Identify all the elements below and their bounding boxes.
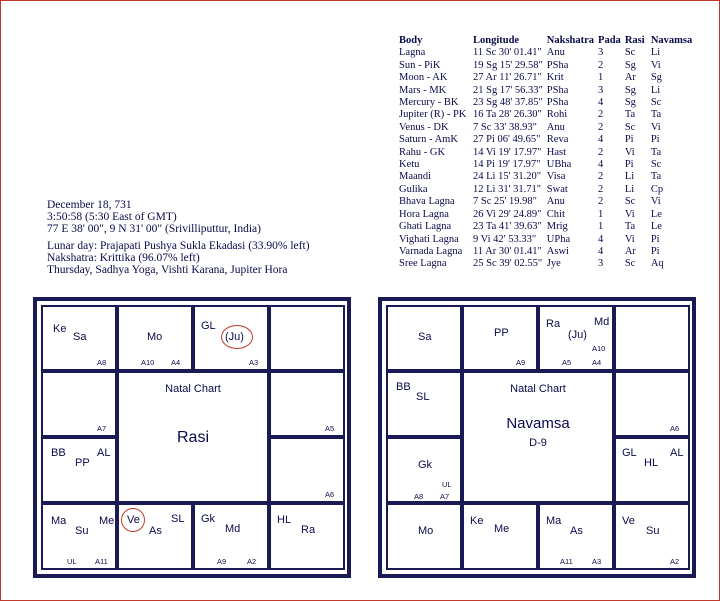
cell-body: Mercury - BK [399,97,459,109]
rasi-house-taurus [193,305,269,371]
cell-rasi: Pi [624,134,634,146]
col-nakshatra: Nakshatra [546,35,595,46]
col-body: Body [399,35,423,46]
navamsa-house-sagittarius [386,503,462,570]
cell-nakshatra: PSha [546,97,569,109]
cell-longitude: 24 Li 15' 31.20" [473,171,542,183]
cell-navamsa: Sc [650,97,662,109]
navamsa-arudha: A2 [670,557,680,566]
cell-nakshatra: Aswi [546,245,569,257]
navamsa-house-aquarius [386,371,462,437]
cell-longitude: 21 Sg 17' 56.33" [473,84,543,96]
cell-nakshatra: UPha [546,233,571,245]
navamsa-chart [378,297,696,578]
navamsa-house-leo [614,437,690,503]
cell-pada: 1 [598,208,604,220]
rasi-arudha-lagna: AL [97,447,111,459]
navamsa-center [462,371,614,503]
rasi-ascendant: As [149,525,162,537]
cell-rasi: Sc [624,121,636,133]
cell-navamsa: Le [650,208,662,220]
table-row [399,72,696,84]
navamsa-jupiter-retro: (Ju) [568,329,587,341]
rasi-moon: Mo [147,331,163,343]
cell-nakshatra: PSha [546,59,569,71]
cell-longitude: 14 Vi 19' 17.97" [473,146,542,158]
navamsa-upapada: UL [442,480,452,489]
cell-longitude: 7 Sc 25' 19.98" [473,196,537,208]
cell-pada: 2 [598,183,604,195]
navamsa-house-taurus [538,305,614,371]
cell-rasi: Vi [624,233,635,245]
cell-longitude: 9 Vi 42' 53.33" [473,233,537,245]
navamsa-arudha: A6 [670,424,680,433]
birth-date: December 18, 731 [47,199,132,211]
navamsa-moon: Mo [418,525,434,537]
navamsa-arudha: A5 [562,358,572,367]
cell-rasi: Ar [624,245,636,257]
cell-body: Mars - MK [399,84,447,96]
navamsa-arudha: A10 [592,344,606,353]
rasi-house-capricorn [41,437,117,503]
rasi-rahu: Ra [301,524,316,536]
navamsa-ghati-lagna: GL [622,447,637,459]
cell-body: Maandi [399,171,432,183]
cell-navamsa: Ta [650,109,662,121]
cell-pada: 1 [598,72,604,84]
navamsa-venus: Ve [622,515,635,527]
navamsa-maandi: Md [594,316,610,328]
navamsa-bhava-lagna: BB [396,381,411,393]
cell-rasi: Sg [624,59,636,71]
rasi-house-aquarius [41,371,117,437]
cell-body: Hora Lagna [399,208,449,220]
navamsa-arudha: A8 [414,492,424,501]
cell-nakshatra: Krit [546,72,564,84]
table-row [399,209,696,221]
rasi-arudha: A2 [247,557,257,566]
cell-body: Lagna [399,47,426,59]
cell-pada: 4 [598,233,604,245]
cell-navamsa: Pi [650,245,660,257]
cell-rasi: Ar [624,72,636,84]
cell-longitude: 12 Li 31' 31.71" [473,183,542,195]
navamsa-arudha-lagna: AL [670,447,684,459]
cell-navamsa: Vi [650,59,661,71]
cell-pada: 2 [598,146,604,158]
navamsa-ketu: Ke [470,515,484,527]
cell-body: Rahu - GK [399,146,446,158]
navamsa-house-virgo [614,503,690,570]
navamsa-hora-lagna: HL [644,457,659,469]
navamsa-saturn: Sa [418,331,432,343]
nakshatra-info: Nakshatra: Krittika (96.07% left) [47,252,200,264]
cell-pada: 4 [598,159,604,171]
navamsa-sun: Su [646,525,660,537]
rasi-maandi: Md [225,523,241,535]
cell-nakshatra: Swat [546,183,568,195]
highlight-circle [121,508,145,532]
cell-navamsa: Vi [650,121,661,133]
navamsa-house-aries [462,305,538,371]
cell-body: Ketu [399,159,420,171]
cell-pada: 2 [598,59,604,71]
col-rasi: Rasi [624,35,645,46]
table-row [399,196,696,208]
cell-pada: 2 [598,109,604,121]
navamsa-mars: Ma [546,515,562,527]
table-row [399,60,696,72]
rasi-arudha: A4 [171,358,181,367]
navamsa-house-gemini [614,305,690,371]
cell-rasi: Li [624,183,635,195]
cell-nakshatra: Anu [546,121,565,133]
navamsa-rahu: Ra [546,318,561,330]
rasi-arudha: A5 [325,424,335,433]
rasi-house-scorpio [117,503,193,570]
birth-time: 3:50:58 (5:30 East of GMT) [47,211,177,223]
cell-body: Gulika [399,183,428,195]
navamsa-house-pisces [386,305,462,371]
cell-body: Venus - DK [399,121,449,133]
cell-pada: 2 [598,196,604,208]
rasi-arudha: A7 [97,424,107,433]
rasi-arudha: A6 [325,490,335,499]
navamsa-mercury: Me [494,523,510,535]
table-row [399,258,696,270]
navamsa-arudha: A4 [592,358,602,367]
cell-body: Ghati Lagna [399,221,452,233]
cell-navamsa: Li [650,47,661,59]
cell-rasi: Sg [624,97,636,109]
cell-longitude: 27 Pi 06' 49.65" [473,134,541,146]
navamsa-sree-lagna: SL [416,391,430,403]
rasi-jupiter-retro: (Ju) [225,331,244,343]
cell-body: Sree Lagna [399,258,447,270]
navamsa-division: D-9 [529,437,547,449]
table-row [399,147,696,159]
day-info: Thursday, Sadhya Yoga, Vishti Karana, Jupiter Hora [47,264,288,276]
navamsa-house-cancer [614,371,690,437]
rasi-house-sagittarius [41,503,117,570]
rasi-upapada: UL [67,557,77,566]
cell-rasi: Sc [624,47,636,59]
rasi-mercury: Me [99,515,115,527]
cell-navamsa: Aq [650,258,664,270]
rasi-pranapada: PP [75,457,90,469]
col-pada: Pada [598,35,621,46]
table-row [399,97,696,109]
rasi-saturn: Sa [73,331,87,343]
rasi-arudha: A8 [97,358,107,367]
cell-nakshatra: Mrig [546,221,568,233]
rasi-mars: Ma [51,515,67,527]
cell-rasi: Ta [624,221,636,233]
cell-rasi: Ta [624,109,636,121]
navamsa-arudha: A11 [560,557,573,566]
cell-nakshatra: Anu [546,47,565,59]
cell-rasi: Sc [624,196,636,208]
cell-longitude: 11 Ar 30' 01.41" [473,245,542,257]
lunar-day: Lunar day: Prajapati Pushya Sukla Ekadasi (33.90% left) [47,240,310,252]
rasi-bhava-lagna: BB [51,447,66,459]
cell-pada: 4 [598,97,604,109]
cell-rasi: Li [624,171,635,183]
cell-rasi: Vi [624,208,635,220]
cell-rasi: Sg [624,84,636,96]
rasi-center [117,371,269,503]
navamsa-pranapada: PP [494,327,509,339]
cell-navamsa: Pi [650,134,660,146]
rasi-gulika: Gk [201,513,216,525]
table-row [399,134,696,146]
rasi-chart [33,297,351,578]
cell-pada: 3 [598,47,604,59]
table-row [399,184,696,196]
cell-nakshatra: Hast [546,146,567,158]
cell-longitude: 23 Sg 48' 37.85" [473,97,543,109]
rasi-arudha: A10 [141,358,155,367]
table-row [399,246,696,258]
navamsa-arudha: A9 [516,358,526,367]
table-row [399,159,696,171]
rasi-house-pisces [41,305,117,371]
cell-longitude: 27 Ar 11' 26.71" [473,72,542,84]
rasi-house-cancer [269,371,345,437]
birth-place: 77 E 38' 00", 9 N 31' 00" (Srivilliputtur, India) [47,223,261,235]
table-row [399,171,696,183]
cell-pada: 2 [598,171,604,183]
cell-nakshatra: Reva [546,134,569,146]
cell-nakshatra: PSha [546,84,569,96]
navamsa-title: Navamsa [506,415,570,432]
cell-pada: 3 [598,258,604,270]
cell-longitude: 19 Sg 15' 29.58" [473,59,543,71]
table-row [399,47,696,59]
rasi-house-libra [193,503,269,570]
cell-pada: 4 [598,134,604,146]
cell-navamsa: Ta [650,171,662,183]
rasi-title: Rasi [176,429,209,446]
cell-pada: 3 [598,84,604,96]
rasi-arudha: A9 [217,557,227,566]
cell-longitude: 7 Sc 33' 38.93" [473,121,537,133]
navamsa-arudha: A7 [440,492,450,501]
cell-longitude: 11 Sc 30' 01.41" [473,47,542,59]
rasi-house-virgo [269,503,345,570]
rasi-caption: Natal Chart [165,383,221,395]
cell-pada: 4 [598,245,604,257]
table-row [399,122,696,134]
rasi-house-leo [269,437,345,503]
cell-body: Sun - PiK [399,59,441,71]
cell-longitude: 16 Ta 28' 26.30" [473,109,542,121]
cell-rasi: Sc [624,258,636,270]
cell-body: Vighati Lagna [399,233,459,245]
cell-rasi: Vi [624,146,635,158]
cell-body: Jupiter (R) - PK [399,109,467,121]
rasi-house-gemini [269,305,345,371]
navamsa-house-libra [538,503,614,570]
table-body [399,47,696,270]
navamsa-ascendant: As [570,525,583,537]
cell-longitude: 14 Pi 19' 17.97" [473,159,541,171]
table-row [399,221,696,233]
rasi-ketu: Ke [53,323,67,335]
cell-navamsa: Cp [650,183,664,195]
table-row [399,234,696,246]
planet-table [399,35,696,271]
rasi-sree-lagna: SL [171,513,185,525]
cell-body: Varnada Lagna [399,245,463,257]
rasi-ghati-lagna: GL [201,320,216,332]
cell-nakshatra: Visa [546,171,566,183]
navamsa-house-scorpio [462,503,538,570]
table-row [399,109,696,121]
cell-body: Saturn - AmK [399,134,458,146]
cell-navamsa: Pi [650,233,660,245]
cell-navamsa: Ta [650,146,662,158]
navamsa-gulika: Gk [418,459,433,471]
cell-longitude: 26 Vi 29' 24.89" [473,208,542,220]
cell-navamsa: Vi [650,196,661,208]
rasi-hora-lagna: HL [277,514,292,526]
cell-pada: 1 [598,221,604,233]
table-row [399,85,696,97]
cell-nakshatra: Chit [546,208,565,220]
cell-longitude: 25 Sc 39' 02.55" [473,258,543,270]
col-longitude: Longitude [473,35,520,46]
rasi-arudha: A11 [95,557,108,566]
cell-pada: 2 [598,121,604,133]
rasi-sun: Su [75,525,89,537]
cell-body: Moon - AK [399,72,448,84]
rasi-arudha: A3 [249,358,259,367]
cell-navamsa: Sg [650,72,662,84]
cell-navamsa: Sc [650,159,662,171]
cell-longitude: 23 Ta 41' 39.63" [473,221,542,233]
navamsa-caption: Natal Chart [510,383,566,395]
cell-nakshatra: Jye [546,258,561,270]
navamsa-arudha: A3 [592,557,602,566]
cell-rasi: Pi [624,159,634,171]
cell-navamsa: Li [650,84,661,96]
cell-body: Bhava Lagna [399,196,455,208]
cell-nakshatra: UBha [546,159,572,171]
cell-nakshatra: Anu [546,196,565,208]
highlight-circle [221,325,253,349]
rasi-venus: Ve [127,514,140,526]
col-navamsa: Navamsa [650,35,693,46]
rasi-house-aries [117,305,193,371]
cell-navamsa: Le [650,221,662,233]
cell-nakshatra: Rohi [546,109,568,121]
navamsa-house-capricorn [386,437,462,503]
table-header-row [399,35,696,47]
